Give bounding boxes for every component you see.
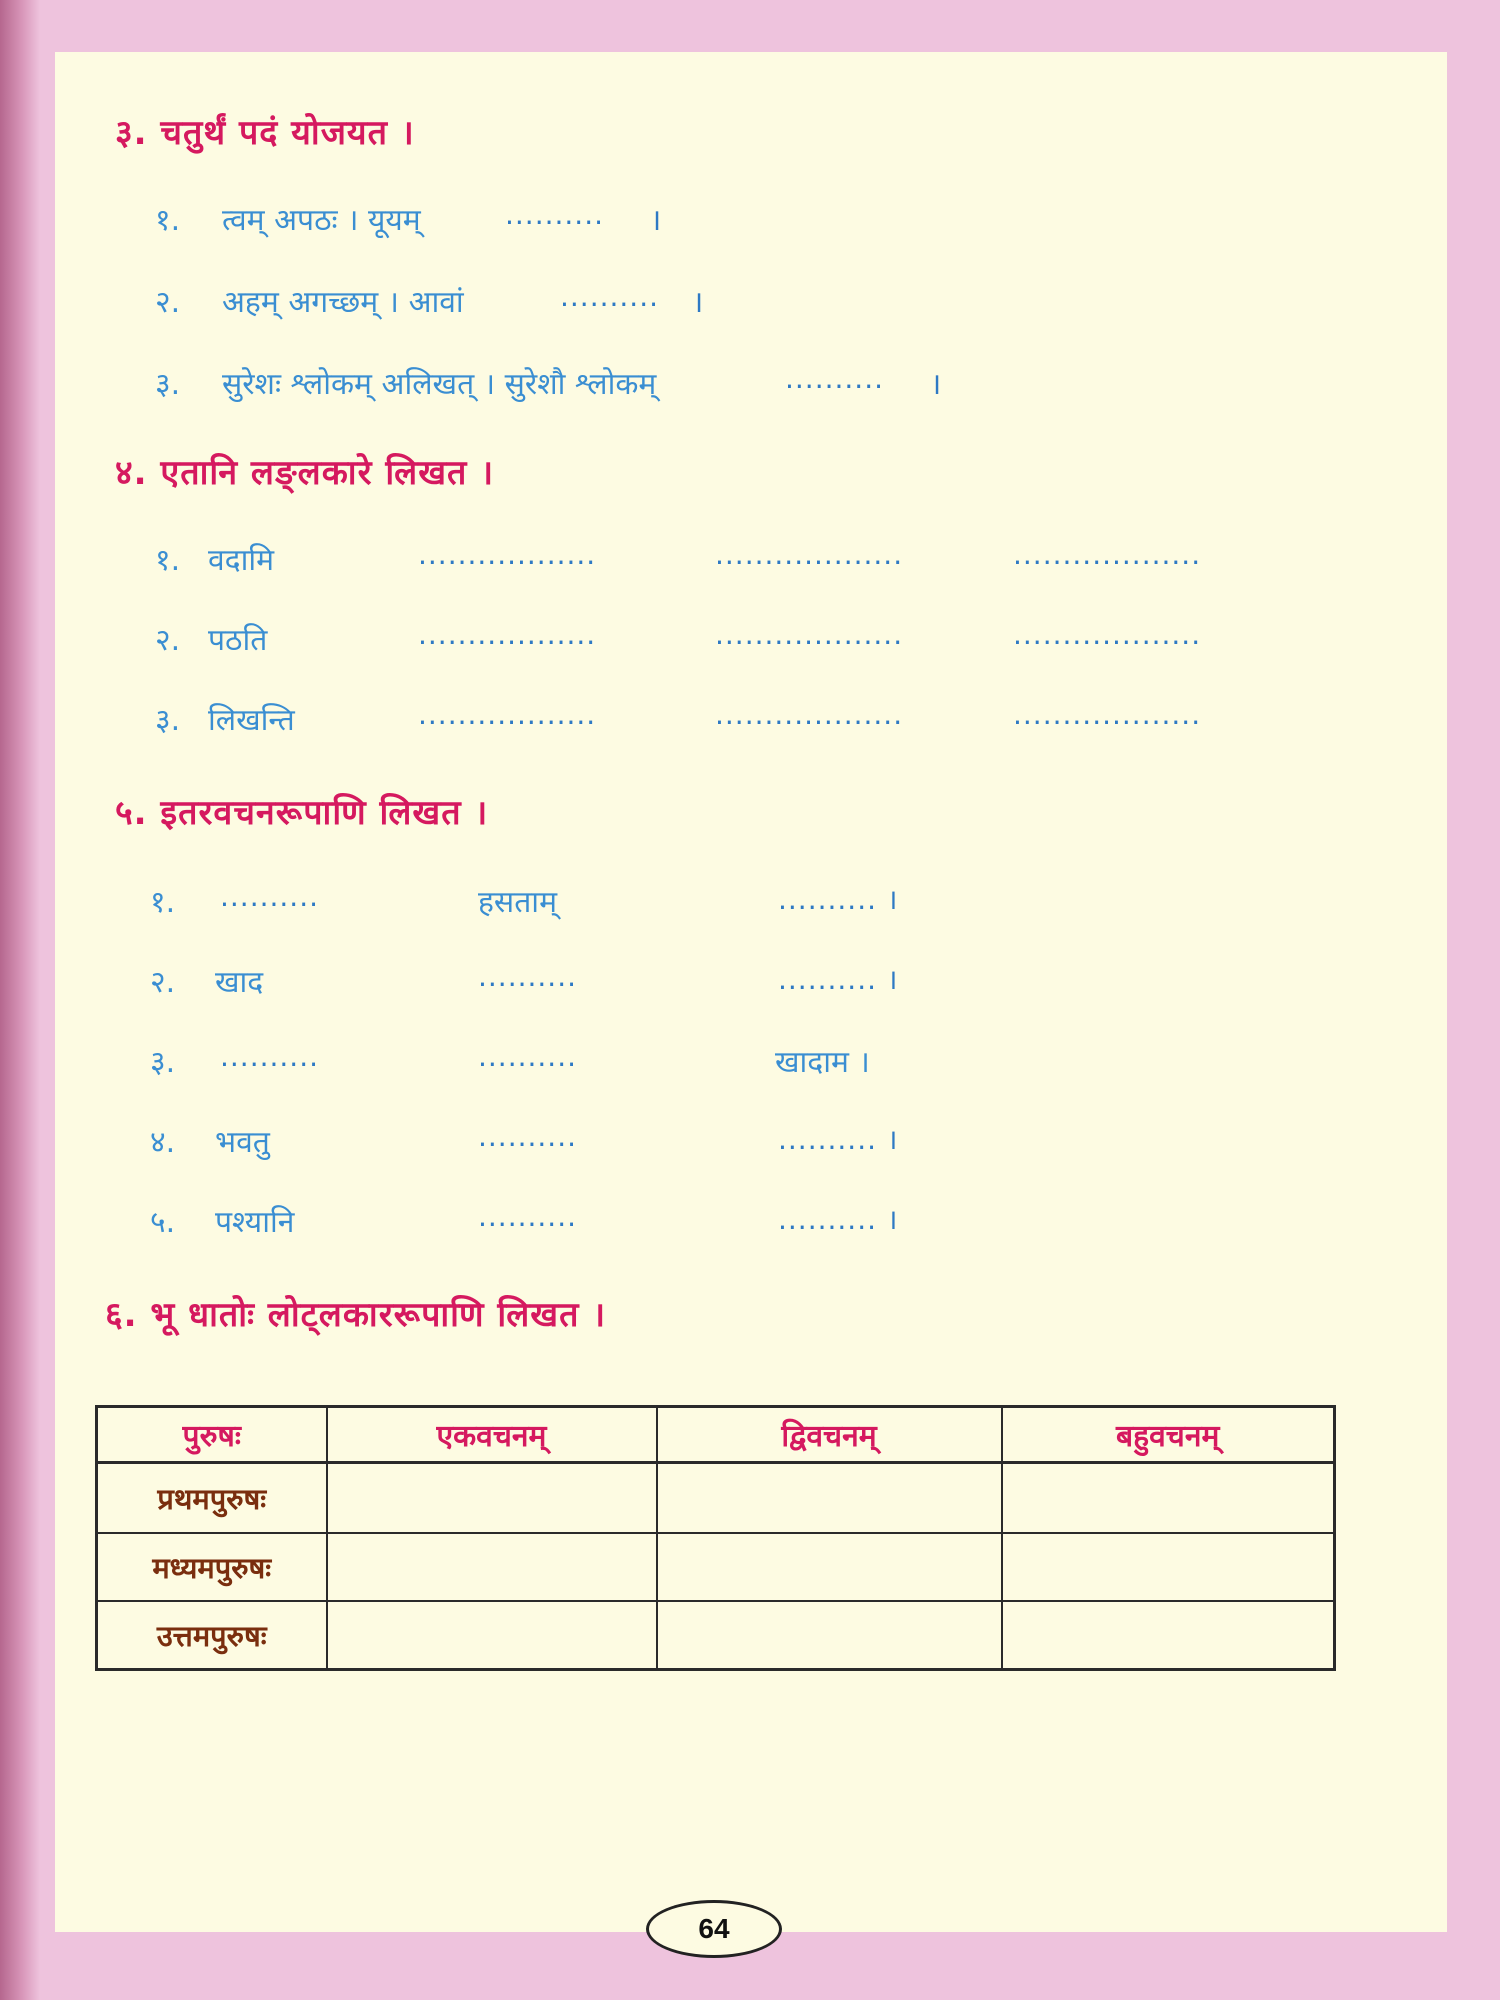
answer-cell[interactable] bbox=[327, 1601, 657, 1669]
q5-item-number: ५. bbox=[150, 1205, 176, 1240]
q4-item-word: पठति bbox=[208, 623, 268, 658]
answer-cell[interactable] bbox=[657, 1463, 1002, 1533]
q5-cell-3: खादाम । bbox=[775, 1045, 870, 1080]
q5-cell-3[interactable]: .......... । bbox=[778, 963, 899, 996]
danda-mark: । bbox=[650, 203, 662, 238]
q3-item-number: १. bbox=[155, 203, 181, 238]
q3-answer-blank[interactable]: .......... bbox=[505, 198, 605, 231]
table-header-row bbox=[97, 1407, 1335, 1463]
q3-item-text: अहम् अगच्छम् । आवां bbox=[222, 285, 464, 320]
q6-heading: ६. भू धातोः लोट्लकाररूपाणि लिखत । bbox=[105, 1295, 607, 1335]
q5-cell-2[interactable]: .......... bbox=[478, 1040, 578, 1073]
q5-cell-2: हसताम् bbox=[478, 885, 558, 920]
q4-answer-blank[interactable]: ................... bbox=[715, 538, 904, 571]
answer-cell[interactable] bbox=[327, 1463, 657, 1533]
q3-item-number: ३. bbox=[155, 367, 181, 402]
q4-answer-blank[interactable]: ................... bbox=[715, 698, 904, 731]
q5-cell-1: खाद bbox=[215, 965, 264, 1000]
q5-item-number: ४. bbox=[150, 1125, 176, 1160]
answer-cell[interactable] bbox=[1002, 1463, 1335, 1533]
q4-answer-blank[interactable]: ................... bbox=[1013, 698, 1202, 731]
q5-cell-2[interactable]: .......... bbox=[478, 1200, 578, 1233]
q5-cell-3[interactable]: .......... । bbox=[778, 1203, 899, 1236]
q5-cell-3[interactable]: .......... । bbox=[778, 883, 899, 916]
q4-item-word: वदामि bbox=[208, 543, 275, 578]
table-row bbox=[97, 1463, 1335, 1533]
answer-cell[interactable] bbox=[657, 1533, 1002, 1601]
q4-heading: ४. एतानि लङ्लकारे लिखत । bbox=[115, 453, 495, 493]
q4-item-word: लिखन्ति bbox=[208, 703, 295, 738]
q3-item-number: २. bbox=[155, 285, 181, 320]
header-purusha: पुरुषः bbox=[97, 1407, 327, 1463]
q5-heading: ५. इतरवचनरूपाणि लिखत । bbox=[115, 793, 489, 833]
table-row bbox=[97, 1601, 1335, 1669]
q4-item-number: २. bbox=[155, 623, 181, 658]
q5-item-number: ३. bbox=[150, 1045, 176, 1080]
row-label-madhyama: मध्यमपुरुषः bbox=[97, 1533, 327, 1601]
q4-answer-blank[interactable]: ................... bbox=[715, 618, 904, 651]
q4-answer-blank[interactable]: ................... bbox=[1013, 618, 1202, 651]
q3-item-text: सुरेशः श्लोकम् अलिखत् । सुरेशौ श्लोकम् bbox=[222, 367, 657, 402]
q3-item-text: त्वम् अपठः । यूयम् bbox=[222, 203, 421, 238]
q5-cell-2[interactable]: .......... bbox=[478, 960, 578, 993]
q5-cell-2[interactable]: .......... bbox=[478, 1120, 578, 1153]
answer-cell[interactable] bbox=[327, 1533, 657, 1601]
q5-cell-1: भवतु bbox=[215, 1125, 270, 1160]
conjugation-table bbox=[95, 1405, 1336, 1671]
header-ekavachanam: एकवचनम् bbox=[327, 1407, 657, 1463]
header-bahuvachanam: बहुवचनम् bbox=[1002, 1407, 1335, 1463]
q5-cell-1[interactable]: .......... bbox=[220, 1040, 320, 1073]
row-label-prathama: प्रथमपुरुषः bbox=[97, 1463, 327, 1533]
q5-cell-1[interactable]: .......... bbox=[220, 880, 320, 913]
page-number: 64 bbox=[646, 1900, 782, 1958]
danda-mark: । bbox=[692, 285, 704, 320]
q3-answer-blank[interactable]: .......... bbox=[785, 362, 885, 395]
row-label-uttama: उत्तमपुरुषः bbox=[97, 1601, 327, 1669]
q5-cell-3[interactable]: .......... । bbox=[778, 1123, 899, 1156]
table-row bbox=[97, 1533, 1335, 1601]
book-spine-edge bbox=[0, 0, 40, 2000]
q4-answer-blank[interactable]: .................. bbox=[418, 618, 597, 651]
q4-answer-blank[interactable]: .................. bbox=[418, 538, 597, 571]
q5-item-number: १. bbox=[150, 885, 176, 920]
answer-cell[interactable] bbox=[657, 1601, 1002, 1669]
answer-cell[interactable] bbox=[1002, 1601, 1335, 1669]
q3-heading: ३. चतुर्थं पदं योजयत । bbox=[115, 113, 415, 153]
q4-item-number: १. bbox=[155, 543, 181, 578]
q4-answer-blank[interactable]: .................. bbox=[418, 698, 597, 731]
q5-cell-1: पश्यानि bbox=[215, 1205, 295, 1240]
q3-answer-blank[interactable]: .......... bbox=[560, 280, 660, 313]
q5-item-number: २. bbox=[150, 965, 176, 1000]
danda-mark: । bbox=[930, 367, 942, 402]
header-dvivachanam: द्विवचनम् bbox=[657, 1407, 1002, 1463]
q4-item-number: ३. bbox=[155, 703, 181, 738]
answer-cell[interactable] bbox=[1002, 1533, 1335, 1601]
q4-answer-blank[interactable]: ................... bbox=[1013, 538, 1202, 571]
